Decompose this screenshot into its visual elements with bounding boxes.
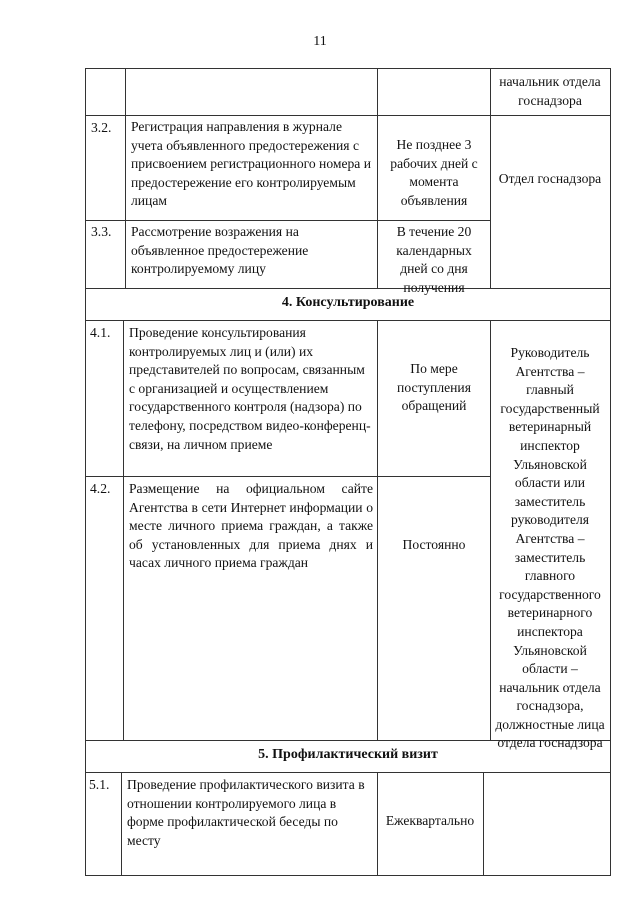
responsible-cell: Отдел госнадзора: [498, 171, 602, 186]
col-border: [377, 68, 378, 288]
action-cell: Проведение профилактического визита в отношении контролируемого лица в форме профилактической беседы по месту: [127, 777, 365, 848]
item-number: 4.1.: [90, 325, 111, 340]
responsible-cell: Руководитель Агентства – главный государственный ветеринарный инспектор Ульяновской области или заместитель руководителя Агентства – заместитель главного государственного ветеринарного инспектора Ульяновской области – начальник отдела госнадзора, должностные лица отдела госнадзора: [495, 345, 605, 751]
section-divider: [85, 288, 611, 289]
col-border: [85, 320, 86, 740]
col-border: [125, 68, 126, 288]
row-divider: [85, 476, 490, 477]
col-border: [123, 320, 124, 740]
item-number: 3.2.: [91, 120, 112, 135]
col-border: [377, 772, 378, 876]
row-divider: [85, 115, 611, 116]
col-border: [610, 320, 611, 740]
row-divider: [85, 220, 490, 221]
col-border: [377, 320, 378, 740]
page-number: 11: [313, 34, 327, 49]
table-border-top: [85, 68, 611, 69]
deadline-cell: По мере поступления обращений: [397, 361, 471, 414]
col-border: [490, 68, 491, 288]
action-cell: Рассмотрение возражения на объявленное предостережение контролируемому лицу: [131, 224, 309, 277]
section-divider: [85, 320, 611, 321]
section-divider: [85, 772, 611, 773]
item-number: 4.2.: [90, 481, 111, 496]
action-cell: Размещение на официальном сайте Агентства в сети Интернет информации о месте личного приема граждан, а также об установленных для приема днях и часах личного приема граждан: [129, 481, 373, 571]
col-border: [85, 772, 86, 876]
col-border: [121, 772, 122, 876]
section-title-5: 5. Профилактический визит: [258, 747, 438, 762]
action-cell: Проведение консультирования контролируемых лиц и (или) их представителей по вопросам, связанным с организацией и осуществлением государственного контроля (надзора) по телефону, посредством видео-конференц-связи, на личном приеме: [129, 325, 371, 452]
col-border: [610, 68, 611, 288]
col-border: [85, 68, 86, 288]
deadline-cell: Постоянно: [402, 537, 466, 552]
deadline-cell: В течение 20 календарных дней со дня получения: [396, 224, 472, 295]
item-number: 3.3.: [91, 224, 112, 239]
table-border-bottom: [85, 875, 611, 876]
deadline-cell: Ежеквартально: [385, 813, 475, 828]
col-border: [490, 320, 491, 740]
schedule-table: [85, 68, 611, 876]
item-number: 5.1.: [89, 777, 110, 792]
responsible-cell: начальник отдела госнадзора: [499, 74, 601, 108]
col-border: [483, 772, 484, 876]
section-title-4: 4. Консультирование: [281, 295, 415, 310]
deadline-cell: Не позднее 3 рабочих дней с момента объявления: [390, 137, 478, 208]
col-border: [610, 772, 611, 876]
action-cell: Регистрация направления в журнале учета объявленного предостережения с присвоением регистрационного номера и предостережение его контролируемым лицам: [131, 119, 372, 209]
